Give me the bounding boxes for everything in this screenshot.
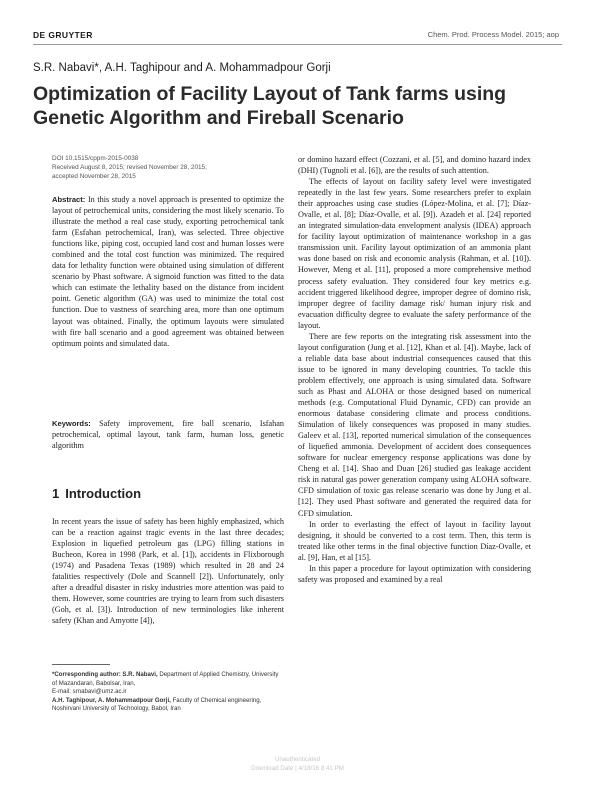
received-line: Received August 8, 2015; revised November 28, 2015; [52,164,207,171]
corresponding-affiliation: Department of Applied Chemistry, University of Mazandaran, Babolsar, Iran, [52,671,279,687]
abstract [52,194,284,349]
keywords-label: Keywords: [52,419,91,428]
watermark-line-1: Unauthenticated [274,756,321,763]
coauthors-label: A.H. Taghipour, A. Mohammadpour Gorji, [52,696,171,704]
article-metadata [52,154,284,181]
abstract-text: In this study a novel approach is presented to optimize the layout of petrochemical units, considering the most likely scenario. To illustrate the method a real case study, exporting petrochemical tank farm (Esfahan petrochemical, Iran), was selected. Three objective functions like, piping cost, occupied land cost and human losses were combined and the total cost function was minimized. The required data for lethality function were obtained using simulation of different scenario by Phast software. A sigmoid function was fitted to the data which can estimate the lethality based on the distance from incident point. Genetic algorithm (GA) was used to minimize the total cost function. Due to vastness of searching area, more than one optimum layout was obtained. Finally, the optimum layouts were simulated with fire ball scenario and a good agreement was obtained between optimum points and simulated data. [52,195,285,348]
right-paragraph: There are few reports on the integrating risk assessment into the layout configuration (Jung et al. [12], Khan et al. [4]). Maybe, lack of a reliable data base about industrial consequences caused that this issue to be ignored in many developing countries. To tackle this problem effectively, one approach is using simulated data. Software such as Phast and ALOHA or those designed based on numerical methods (e.g. Computational Fluid Dynamic, CFD) can provide an enormous database considering climate and process conditions. Simulation of likely consequences was proposed in many studies. Galeev et al. [13], reported numerical simulation of the consequences of liquefied ammonia. Development of accident does consequences software for nuclear emergency response applications was done by Cheng et al. [14]. Shao and Duan [26] studied gas leakage accident risk in natural gas power generation company using ALOHA software. CFD simulation of toxic gas release scenario was done by Jung et al. [12]. They used Phast software and generated the required data for CFD simulation. [298,331,531,518]
intro-left-column [52,516,284,626]
corresponding-label: *Corresponding author: S.R. Nabavi, [52,671,158,678]
corresponding-email[interactable]: E-mail: srnabavi@umz.ac.ir [52,688,127,696]
publisher-name: DE GRUYTER [33,30,93,40]
abstract-label: Abstract: [52,195,86,204]
journal-reference: Chem. Prod. Process Model. 2015; aop [427,30,559,39]
section-heading [52,486,141,501]
right-paragraph: The effects of layout on facility safety level were investigated repeatedly in the last few years. Some researchers prefer to explain their approaches using case studies (López-Molina, et al. [7]; Díaz-Ovalle, et al. [8]; Díaz-Ovalle, et al. [9]). Azadeh et al. [24] reported an integrated simulation-data envelopment analysis (IDEA) approach for facility layout optimization of maintenance workshop in a gas transmission unit. Facility layout optimization of an ammonia plant was done based on risk and economic analysis (Rahman, et al. [10]). However, Meng et al. [11], proposed a more comprehensive method process safety evaluation. They considered four key metrics e.g. accident triggered likelihood degree, improper degree of domino risk, improper degree of facility damage risk/ human injury risk and evacuation difficulty degree to evaluate the safety performance of the layout. [298,177,531,330]
intro-paragraph: In recent years the issue of safety has been highly emphasized, which can be a reaction against tragic events in the last three decades; Explosion in liquefied petroleum gas (LPG) filling stations in Bucheon, Korea in 1998 (Park, et al. [1]), accidents in Flixborough (1974) and Pasadena Texas (1989) which resulted in 28 and 24 fatalities respectively (Dole and Scannell [2]). Unfortunately, only after a dreadful disaster in risky industries more attention was paid to them. However, some countries are trying to learn from such disasters (Goh, et al. [3]). Introduction of new terminologies like inherent safety (Khan and Amyotte [4]), [52,517,284,626]
section-number: 1 [52,486,60,501]
accepted-line: accepted November 28, 2015 [52,173,136,180]
author-list: S.R. Nabavi*, A.H. Taghipour and A. Mohammadpour Gorji [33,62,331,74]
author-footnotes [52,671,284,714]
paper-title: Optimization of Facility Layout of Tank farms using Genetic Algorithm and Fireball Scenario [33,83,507,129]
watermark-line-2: Download Date | 4/18/16 8:41 PM [251,765,344,772]
header-rule [33,44,562,45]
right-column [298,154,531,585]
coauthors-affiliation: Faculty of Chemical engineering, Noshirvani University of Technology, Babol, Iran [52,696,262,713]
keywords [52,418,284,451]
footnote-rule [52,664,110,665]
section-title: Introduction [65,486,142,501]
keywords-text: Safety improvement, fire ball scenario, Isfahan petrochemical, optimal layout, tank farm, human loss, genetic algorithm [52,419,284,451]
right-paragraph: In this paper a procedure for layout optimization with considering safety was proposed and examined by a real [298,563,531,584]
right-paragraph: or domino hazard effect (Cozzani, et al. [5], and domino hazard index (DHI) (Tugnoli et al. [6]), are the results of such attention. [298,155,531,176]
doi-line[interactable]: DOI 10.1515/cppm-2015-0038 [52,155,139,162]
right-paragraph: In order to everlasting the effect of layout in facility layout designing, it should be converted to a cost term. Then, this term is treated like other terms in the final objective function Díaz-Ovalle, et al. [9], Han, et al [15]. [298,519,531,562]
